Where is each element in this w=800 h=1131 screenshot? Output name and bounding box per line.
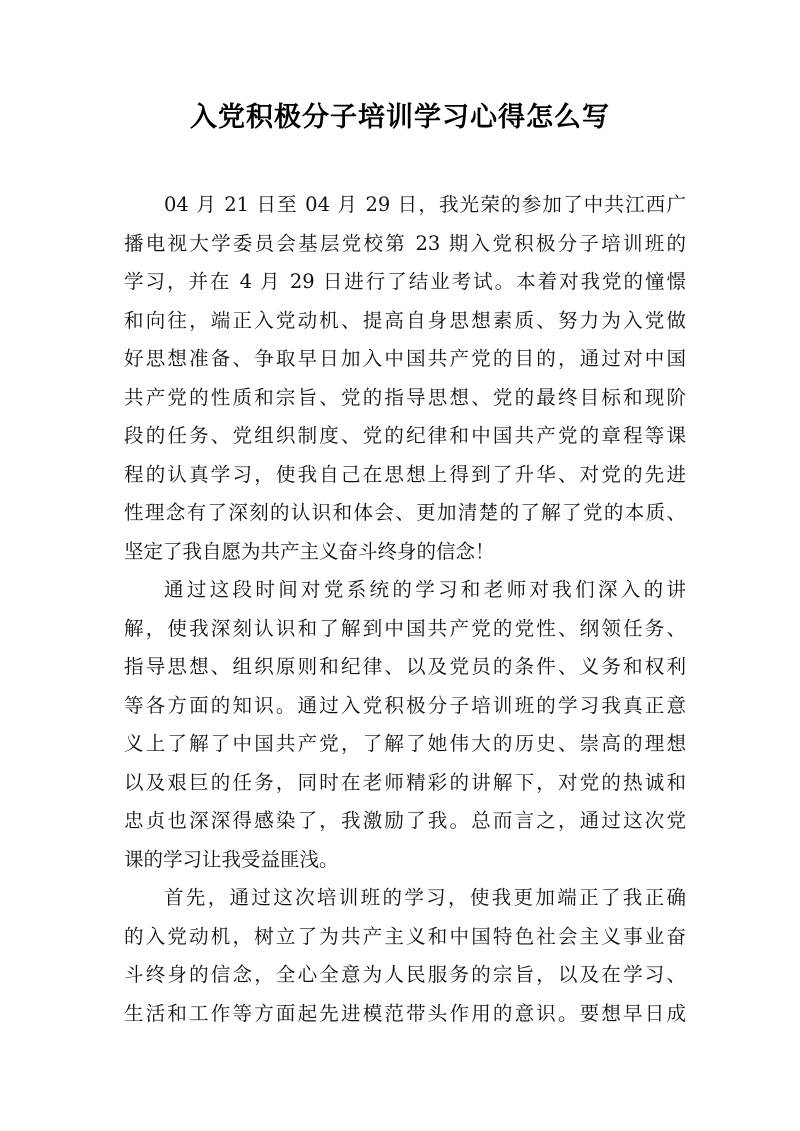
paragraph-2-line-7: 忠贞也深深得感染了，我激励了我。总而言之，通过这次党 <box>124 809 686 832</box>
paragraph-1-line-7: 段的任务、党组织制度、党的纪律和中国共产党的章程等课 <box>124 424 686 447</box>
paragraph-1-line-5: 好思想准备、争取早日加入中国共产党的目的，通过对中国 <box>124 347 686 370</box>
document-body <box>124 186 686 1033</box>
paragraph-1-line-1: 04 月 21 日至 04 月 29 日，我光荣的参加了中共江西广 <box>164 193 686 216</box>
paragraph-1-line-6: 共产党的性质和宗旨、党的指导思想、党的最终目标和现阶 <box>124 385 686 409</box>
document-title: 入党积极分子培训学习心得怎么写 <box>190 102 610 133</box>
paragraph-2-line-3: 指导思想、组织原则和纪律、以及党员的条件、义务和权利 <box>124 655 686 678</box>
paragraph-1-line-10: 坚定了我自愿为共产主义奋斗终身的信念！ <box>124 539 495 563</box>
paragraph-3-line-2: 的入党动机，树立了为共产主义和中国特色社会主义事业奋 <box>124 924 686 948</box>
paragraph-1-line-4: 和向往，端正入党动机、提高自身思想素质、努力为入党做 <box>124 308 686 332</box>
paragraph-2-line-6: 以及艰巨的任务，同时在老师精彩的讲解下，对党的热诚和 <box>124 770 686 794</box>
paragraph-1-line-8: 程的认真学习，使我自己在思想上得到了升华、对党的先进 <box>124 462 686 486</box>
paragraph-1-line-2: 播电视大学委员会基层党校第 23 期入党积极分子培训班的 <box>124 231 686 255</box>
paragraph-2-line-8: 课的学习让我受益匪浅。 <box>124 847 339 871</box>
paragraph-3-line-4: 生活和工作等方面起先进模范带头作用的意识。要想早日成 <box>124 1001 686 1025</box>
paragraph-2-line-2: 解，使我深刻认识和了解到中国共产党的党性、纲领任务、 <box>124 616 686 640</box>
paragraph-2-line-5: 义上了解了中国共产党，了解了她伟大的历史、崇高的理想 <box>124 732 686 755</box>
paragraph-2-line-4: 等各方面的知识。通过入党积极分子培训班的学习我真正意 <box>124 693 686 717</box>
paragraph-1-line-9: 性理念有了深刻的认识和体会、更加清楚的了解了党的本质、 <box>124 501 686 524</box>
paragraph-3-line-3: 斗终身的信念，全心全意为人民服务的宗旨，以及在学习、 <box>124 963 686 986</box>
paragraph-2-line-1: 通过这段时间对党系统的学习和老师对我们深入的讲 <box>164 578 686 601</box>
paragraph-1-line-3: 学习，并在 4 月 29 日进行了结业考试。本着对我党的憧憬 <box>124 270 686 293</box>
paragraph-3-line-1: 首先，通过这次培训班的学习，使我更加端正了我正确 <box>164 886 686 909</box>
